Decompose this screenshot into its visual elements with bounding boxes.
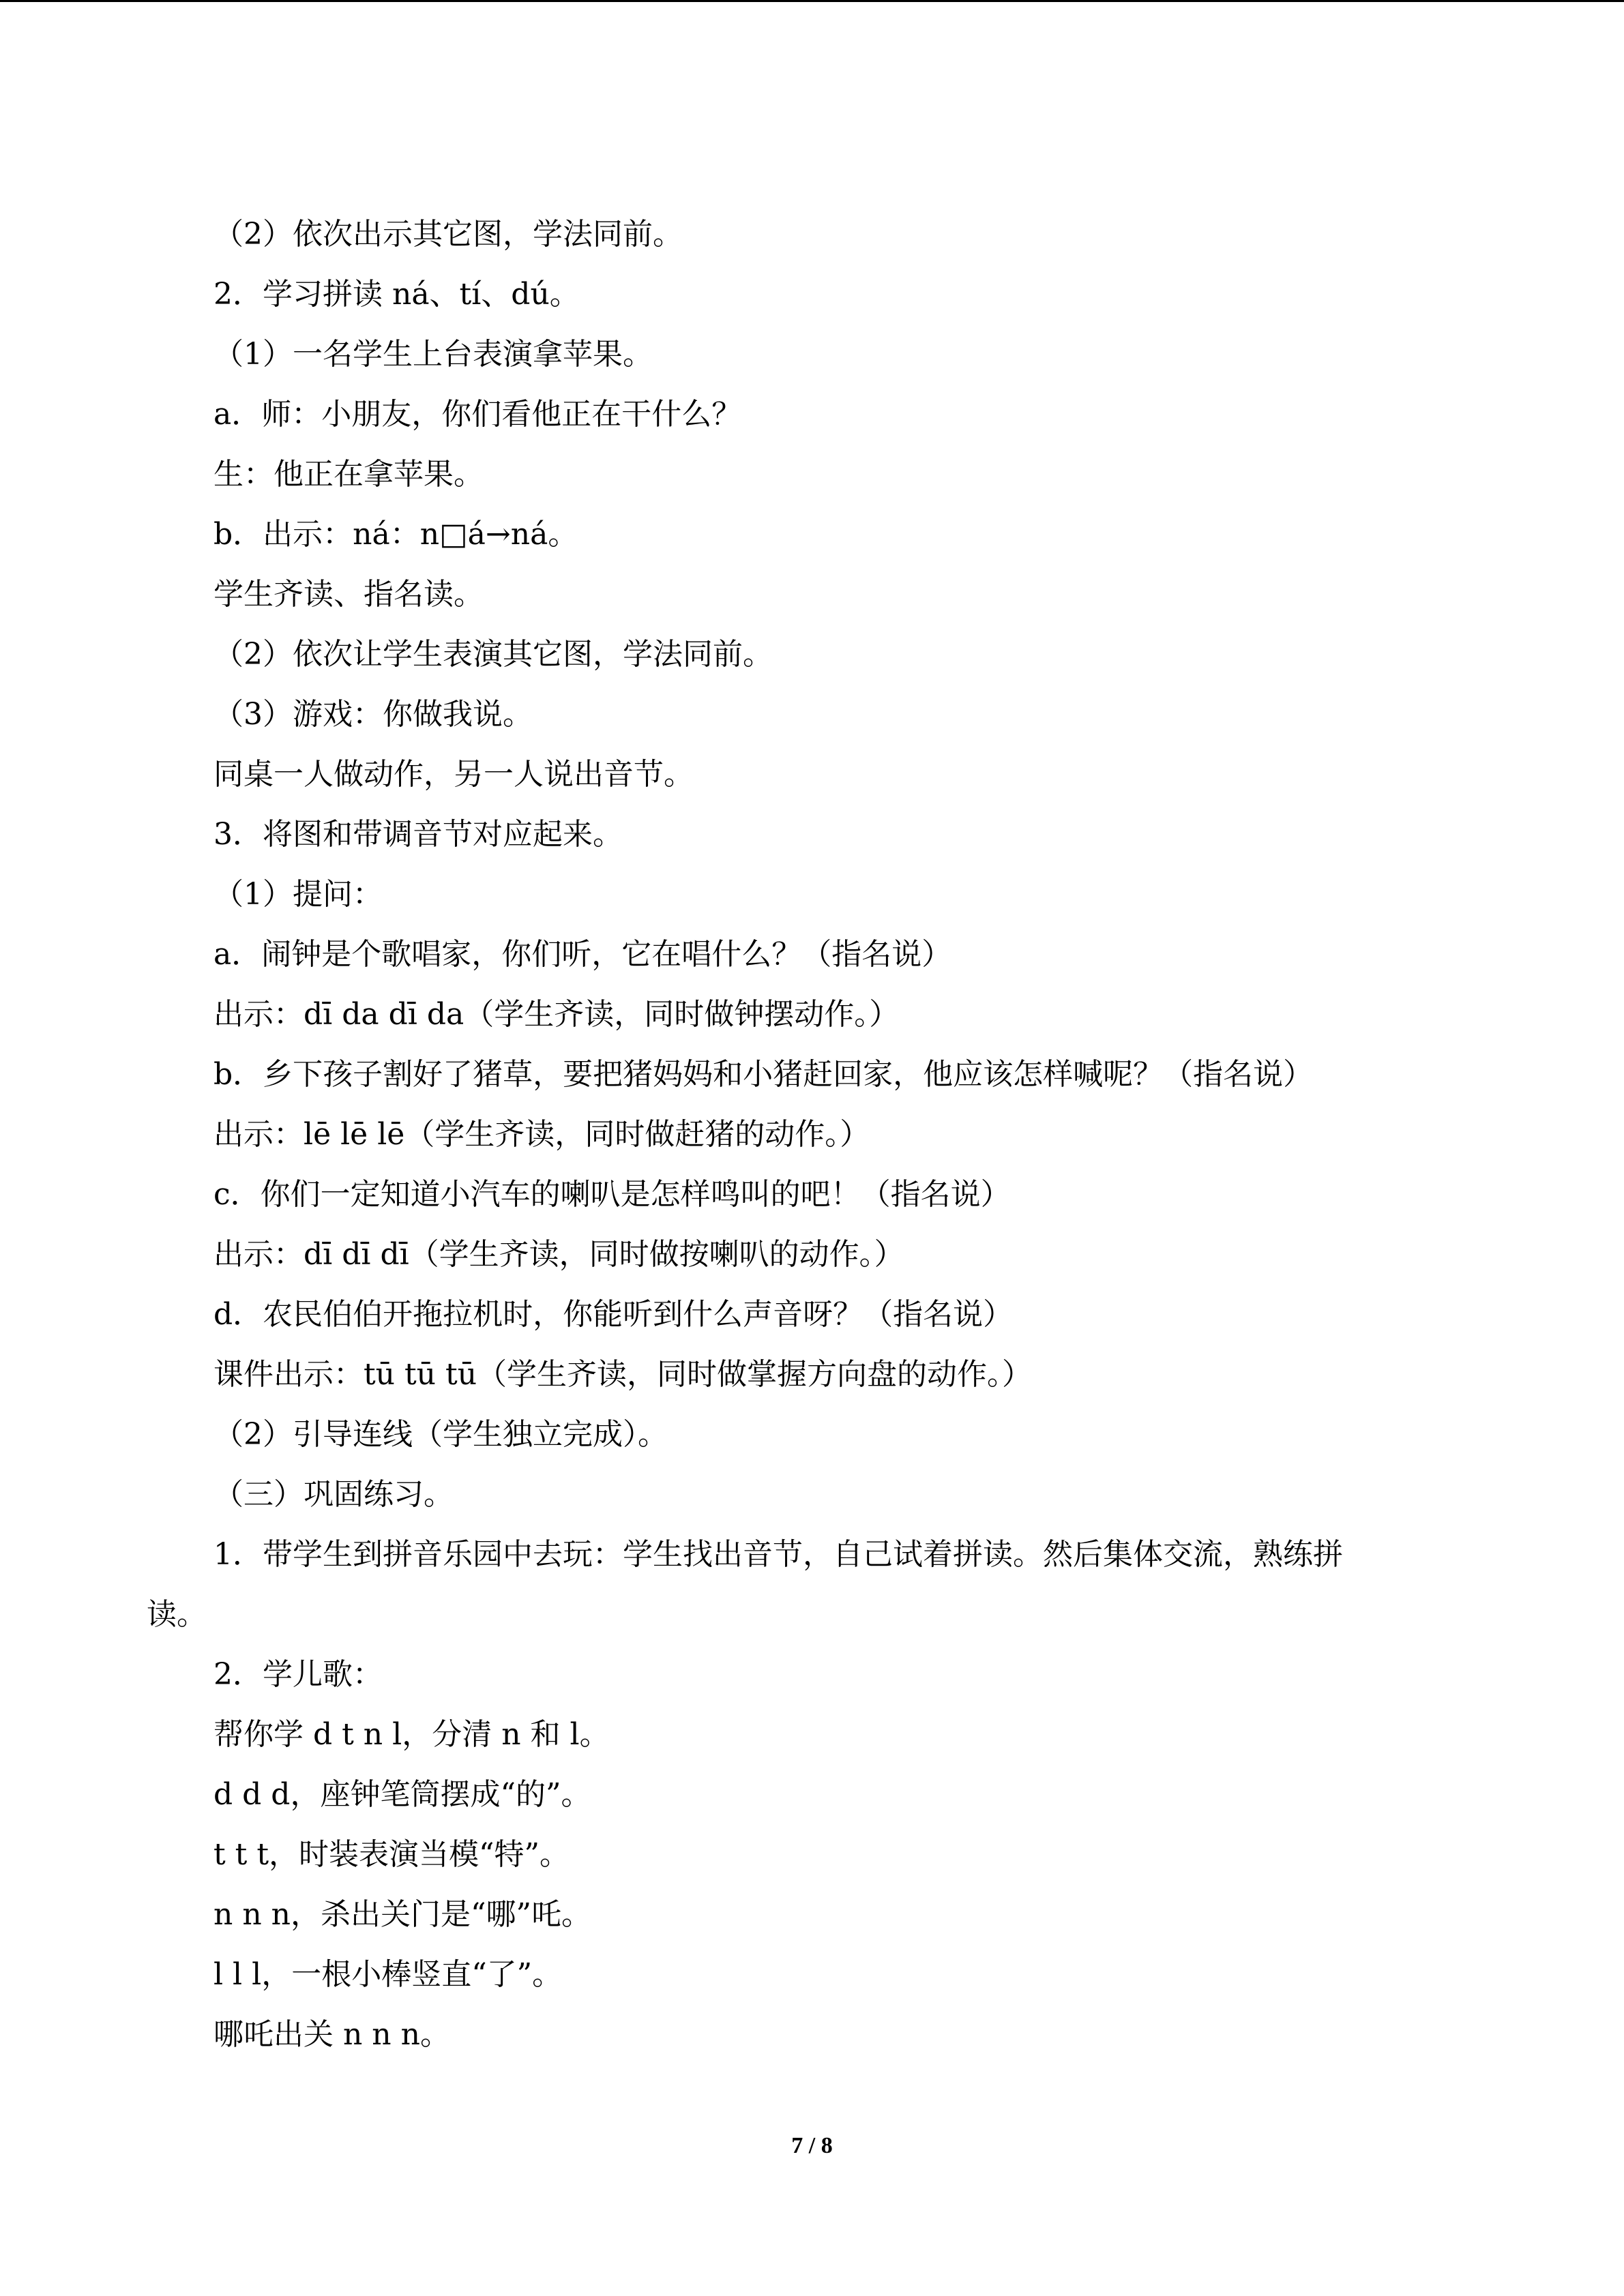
text-line: 帮你学 d t n l，分清 n 和 l。 [213,1717,610,1752]
text-line: a．师：小朋友，你们看他正在干什么？ [213,397,742,432]
text-line: 学生齐读、指名读。 [213,577,484,612]
text-line: 2．学儿歌： [213,1657,383,1692]
text-line: b．出示：ná：n□á→ná。 [213,517,578,552]
text-line: b．乡下孩子割好了猪草，要把猪妈妈和小猪赶回家，他应该怎样喊呢？（指名说） [213,1057,1314,1092]
text-line: 1．带学生到拼音乐园中去玩：学生找出音节，自己试着拼读。然后集体交流，熟练拼 [213,1537,1343,1572]
text-line: （三）巩固练习。 [213,1477,454,1512]
text-line: 3．将图和带调音节对应起来。 [213,817,623,852]
text-line: （2）引导连线（学生独立完成）。 [213,1417,668,1452]
text-line: （3）游戏：你做我说。 [213,697,533,732]
text-line: d．农民伯伯开拖拉机时，你能听到什么声音呀？（指名说） [213,1297,1014,1332]
text-line: a．闹钟是个歌唱家，你们听，它在唱什么？（指名说） [213,937,952,972]
page-number: 7 / 8 [791,2133,833,2158]
text-line: 读。 [147,1597,207,1632]
text-line: （2）依次出示其它图，学法同前。 [213,217,683,252]
text-line: 出示：lē lē lē（学生齐读，同时做赶猪的动作。） [213,1117,870,1152]
text-line: （1）提问： [213,877,383,912]
text-line: n n n，杀出关门是“哪”吒。 [213,1897,591,1932]
text-line: 出示：dī da dī da（学生齐读，同时做钟摆动作。） [213,997,900,1032]
text-line: 2．学习拼读 ná、tí、dú。 [213,277,580,312]
text-line: （2）依次让学生表演其它图，学法同前。 [213,637,773,672]
text-line: l l l，一根小棒竖直“了”。 [213,1957,563,1992]
text-line: 同桌一人做动作，另一人说出音节。 [213,757,694,792]
text-line: 课件出示：tū tū tū（学生齐读，同时做掌握方向盘的动作。） [213,1357,1033,1392]
text-line: 哪吒出关 n n n。 [213,2017,450,2052]
text-line: t t t，时装表演当模“特”。 [213,1837,570,1872]
text-line: （1）一名学生上台表演拿苹果。 [213,337,653,372]
text-line: 出示：dī dī dī（学生齐读，同时做按喇叭的动作。） [213,1237,904,1272]
text-line: 生：他正在拿苹果。 [213,457,484,492]
text-line: d d d，座钟笔筒摆成“的”。 [213,1777,591,1812]
text-line: c．你们一定知道小汽车的喇叭是怎样鸣叫的吧！（指名说） [213,1177,1011,1212]
